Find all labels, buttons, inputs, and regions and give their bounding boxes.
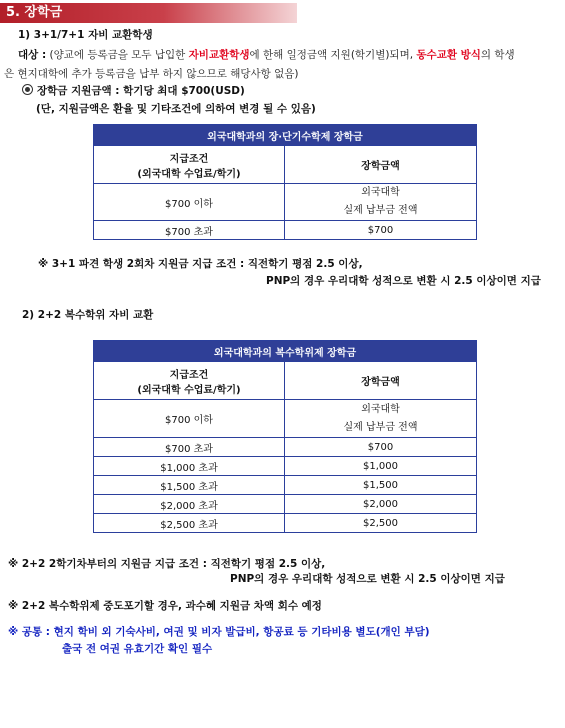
- table2-condition: $1,000 초과: [94, 457, 285, 476]
- amount-text: 장학금 지원금액 : 학기당 최대 $700(USD): [37, 85, 245, 97]
- target-text2: 에 한해 일정금액 지원(학기별)되며,: [249, 49, 417, 61]
- radio-bullet-icon: [22, 84, 33, 95]
- part2-heading: 2) 2+2 복수학위 자비 교환: [22, 309, 154, 321]
- table1-amount: 외국대학 실제 납부금 전액: [285, 184, 477, 221]
- table2-col1-header: 지급조건 (외국대학 수업료/학기): [94, 362, 285, 400]
- common-note-line1: ※ 공통 : 현지 학비 외 기숙사비, 여권 및 비자 발급비, 항공료 등 기타비용 별도(개인 부담): [8, 626, 430, 638]
- table-row: [94, 184, 477, 221]
- table2-condition: $700 이하: [94, 400, 285, 438]
- part1-note-line2: PNP의 경우 우리대학 성적으로 변환 시 2.5 이상이면 지급: [266, 275, 541, 287]
- table2-amount: 외국대학 실제 납부금 전액: [285, 400, 477, 438]
- table1-title: 외국대학과의 장·단기수학제 장학금: [94, 125, 477, 146]
- target-highlight-self-funded: 자비교환학생: [188, 49, 250, 61]
- amount-line: [22, 83, 245, 98]
- table1-condition: $700 초과: [94, 221, 285, 240]
- amount-note: (단, 지원금액은 환율 및 기타조건에 의하여 변경 될 수 있음): [36, 103, 316, 115]
- table1-col2-header: 장학금액: [285, 146, 477, 184]
- table-row: [94, 400, 477, 438]
- part2-note2: ※ 2+2 복수학위제 중도포기할 경우, 과수혜 지원금 차액 회수 예정: [8, 600, 322, 612]
- table2-col2-header: 장학금액: [285, 362, 477, 400]
- table2-condition: $2,500 초과: [94, 514, 285, 533]
- table-row: [94, 495, 477, 514]
- table1-condition: $700 이하: [94, 184, 285, 221]
- table-row: [94, 457, 477, 476]
- target-text3: 의 학생: [480, 49, 515, 61]
- section-title: 5. 장학금: [0, 3, 297, 23]
- table2-amount: $1,000: [285, 457, 477, 476]
- scholarship-table-short-term: [93, 124, 477, 240]
- table-row: [94, 438, 477, 457]
- part1-heading: 1) 3+1/7+1 자비 교환학생: [18, 29, 153, 41]
- table2-amount: $1,500: [285, 476, 477, 495]
- table-row: [94, 221, 477, 240]
- table2-amount: $2,500: [285, 514, 477, 533]
- target-line2: 은 현지대학에 추가 등록금을 납부 하지 않으므로 해당사항 없음): [4, 68, 299, 80]
- common-note-line2: 출국 전 여권 유효기간 확인 필수: [62, 643, 213, 655]
- table2-amount: $2,000: [285, 495, 477, 514]
- table1-col1-header: 지급조건 (외국대학 수업료/학기): [94, 146, 285, 184]
- table-row: [94, 476, 477, 495]
- target-label: 대상 :: [18, 49, 47, 61]
- target-text1: (양교에 등록금을 모두 납입한: [46, 49, 189, 61]
- target-highlight-equal-exchange: 동수교환 방식: [416, 49, 481, 61]
- table2-condition: $1,500 초과: [94, 476, 285, 495]
- part2-note1-line1: ※ 2+2 2학기차부터의 지원금 지급 조건 : 직전학기 평점 2.5 이상,: [8, 558, 326, 570]
- table2-title: 외국대학과의 복수학위제 장학금: [94, 341, 477, 362]
- table2-amount: $700: [285, 438, 477, 457]
- target-line: [18, 47, 515, 62]
- part1-note-line1: ※ 3+1 파견 학생 2회차 지원금 지급 조건 : 직전학기 평점 2.5 이상,: [38, 258, 363, 270]
- table2-condition: $700 초과: [94, 438, 285, 457]
- table2-condition: $2,000 초과: [94, 495, 285, 514]
- table-row: [94, 514, 477, 533]
- scholarship-table-double-degree: [93, 340, 477, 533]
- part2-note1-line2: PNP의 경우 우리대학 성적으로 변환 시 2.5 이상이면 지급: [230, 573, 505, 585]
- table1-amount: $700: [285, 221, 477, 240]
